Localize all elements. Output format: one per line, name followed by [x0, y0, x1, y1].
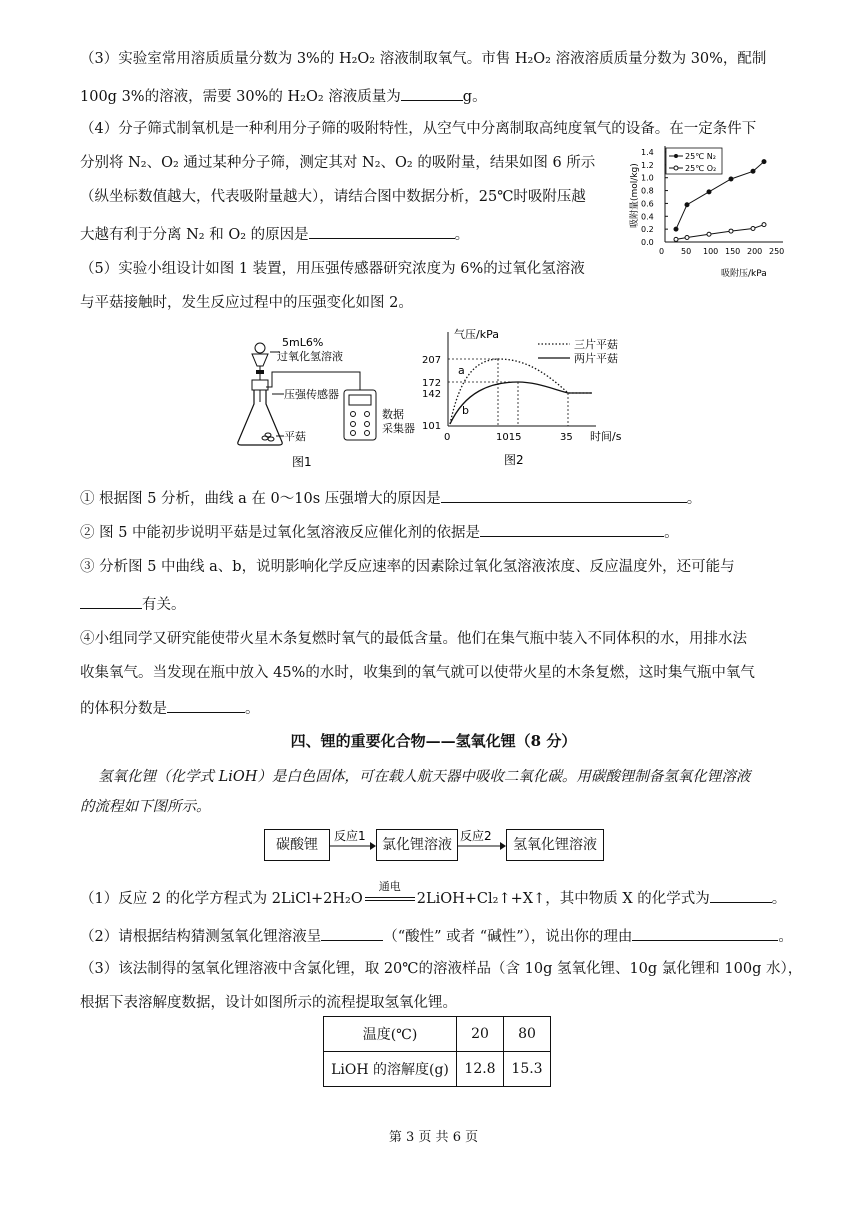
- fig6-x-ticks: [659, 247, 784, 256]
- curve-a-three-slices: [450, 359, 592, 424]
- fig6-ytick-label: 0.0: [641, 238, 654, 247]
- fig1-collector-label-2: 采集器: [382, 422, 415, 435]
- answer-blank: [80, 592, 142, 609]
- fig1-solution-label-2: 过氧化氢溶液: [277, 350, 343, 363]
- sub4-end: 。: [245, 701, 260, 717]
- fig6-x-title: 吸附压/kPa: [721, 269, 767, 279]
- s4q2: [80, 924, 793, 948]
- pressure-chart: [420, 322, 640, 472]
- fig6-ytick-label: 0.6: [641, 199, 654, 209]
- table-cell: 温度(℃): [324, 1017, 457, 1052]
- s4q2-end: 。: [778, 929, 793, 945]
- fig6-legend-o2: 25℃ O₂: [685, 164, 717, 173]
- fig6-data-point: [707, 232, 711, 236]
- table-cell: 20: [457, 1017, 504, 1052]
- fig1-collector-label-1: 数据: [382, 408, 404, 421]
- s4q1-text-b: 2LiOH+Cl₂↑+X↑，其中物质 X 的化学式为: [416, 891, 710, 907]
- s4q1-text-a: （1）反应 2 的化学方程式为 2LiCl+2H₂O: [80, 891, 363, 907]
- fig6-xtick-label: 250: [769, 247, 785, 256]
- answer-blank: [480, 520, 664, 537]
- fig6-ytick-label: 0.4: [641, 212, 654, 222]
- fig2-ytick-142: 142: [422, 389, 442, 400]
- fig6-data-point: [751, 169, 755, 173]
- fig6-y-ticks: [641, 148, 668, 247]
- fig2-legend-two: 两片平菇: [574, 352, 618, 365]
- fig2-y-title: 气压/kPa: [454, 328, 499, 341]
- table-cell: 80: [504, 1017, 551, 1052]
- sub4-line1: ④小组同学又研究能使带火星木条复燃时氧气的最低含量。他们在集气瓶中装入不同体积的水，用排水法: [80, 631, 747, 647]
- q4-line4-end: 。: [454, 227, 470, 243]
- fig6-xtick-label: 200: [747, 247, 763, 256]
- fig2-ytick-101: 101: [422, 421, 442, 432]
- flow-arrow-label-1: 反应1: [334, 829, 366, 843]
- section-heading: 四、锂的重要化合物——氢氧化锂（8 分）: [290, 732, 577, 750]
- apparatus-figure: [232, 332, 432, 472]
- fig6-legend-n2-marker: [674, 154, 678, 158]
- flow-box-lithium-carbonate: 碳酸锂: [264, 829, 330, 861]
- sub4-text: 的体积分数是: [80, 701, 167, 717]
- adsorption-chart: [625, 140, 790, 280]
- fig6-data-point: [674, 227, 678, 231]
- answer-blank: [710, 886, 772, 903]
- flow-arrowhead-1: [370, 842, 376, 850]
- fig6-data-point: [685, 203, 689, 207]
- q4-line4-text: 大越有利于分离 N₂ 和 O₂ 的原因是: [80, 227, 309, 243]
- fig6-y-title: 吸附量(mol/kg): [630, 163, 640, 228]
- fig6-ytick-label: 0.2: [641, 225, 654, 235]
- sub3-line2: [80, 592, 186, 616]
- sub2-text: ② 图 5 中能初步说明平菇是过氧化氢溶液反应催化剂的依据是: [80, 525, 481, 541]
- table-cell: 12.8: [457, 1052, 504, 1087]
- fig2-xtick-1015: 1015: [496, 432, 522, 443]
- s4q3-line1: （3）该法制得的氢氧化锂溶液中含氯化锂，取 20℃的溶液样品（含 10g 氢氧化锂、10g 氯化锂和 100g 水），: [80, 961, 803, 977]
- electrolysis-condition: [363, 880, 417, 910]
- q4-line1: （4）分子筛式制氧机是一种利用分子筛的吸附特性，从空气中分离制取高纯度氧气的设备。在一定条件下: [80, 121, 757, 137]
- sub4-line2: 收集氧气。当发现在瓶中放入 45%的水时，收集到的氧气就可以使带火星的木条复燃，这时集气瓶中氧气: [80, 665, 755, 681]
- s4q2-text-b: （“酸性” 或者 “碱性”），说出你的理由: [383, 929, 633, 945]
- sub3-line1: ③ 分析图 5 中曲线 a、b，说明影响化学反应速率的因素除过氧化氢溶液浓度、反应温度外，还可能与: [80, 559, 735, 575]
- condition-label: 通电: [378, 880, 401, 893]
- q4-line2: 分别将 N₂、O₂ 通过某种分子筛，测定其对 N₂、O₂ 的吸附量，结果如图 6 所示: [80, 155, 596, 171]
- section-intro-1: 氢氧化锂（化学式 LiOH）是白色固体，可在载人航天器中吸收二氧化碳。用碳酸锂制备氢氧化锂溶液: [98, 769, 751, 785]
- q5-line2: 与平菇接触时，发生反应过程中的压强变化如图 2。: [80, 295, 413, 311]
- fig6-ytick-label: 1.0: [641, 173, 654, 183]
- fig1-solution-label-1: 5mL6%: [282, 336, 324, 349]
- q3-line2: [80, 84, 487, 108]
- fig2-label-b: b: [462, 404, 469, 417]
- s4q1: [80, 880, 787, 910]
- fig6-data-point: [674, 237, 678, 241]
- sub1-end: 。: [686, 491, 702, 507]
- s4q1-end: 。: [771, 891, 787, 907]
- fig2-caption: 图2: [504, 453, 524, 467]
- fig6-legend-o2-marker: [674, 166, 678, 170]
- fig6-data-point: [707, 190, 711, 194]
- s4q2-text-a: （2）请根据结构猜测氢氧化锂溶液呈: [80, 929, 322, 945]
- q4-line3: （纵坐标数值越大，代表吸附量越大），请结合图中数据分析，25℃时吸附压越: [80, 189, 586, 205]
- fig6-ytick-label: 0.8: [641, 186, 654, 196]
- sub3-end: 有关。: [142, 597, 186, 613]
- table-cell: 15.3: [504, 1052, 551, 1087]
- fig6-ytick-label: 1.2: [641, 160, 654, 170]
- section-intro-2: 的流程如下图所示。: [80, 799, 211, 815]
- fig6-data-point: [685, 236, 689, 240]
- answer-blank: [309, 222, 455, 239]
- fig2-ytick-207: 207: [422, 355, 442, 366]
- fig2-legend-three: 三片平菇: [574, 338, 618, 351]
- answer-blank: [167, 696, 245, 713]
- fig6-xtick-label: 0: [659, 247, 665, 256]
- conical-flask: [238, 380, 282, 445]
- answer-blank: [321, 924, 383, 941]
- answer-blank: [401, 84, 463, 101]
- sub2-end: 。: [664, 525, 679, 541]
- answer-blank: [441, 486, 687, 503]
- fig6-xtick-label: 50: [681, 247, 692, 256]
- q3-line1: （3）实验室常用溶质质量分数为 3%的 H₂O₂ 溶液制取氧气。市售 H₂O₂ 溶液溶质质量分数为 30%，配制: [80, 51, 767, 67]
- q3-line2-text: 100g 3%的溶液，需要 30%的 H₂O₂ 溶液质量为: [80, 89, 401, 105]
- fig6-xtick-label: 150: [725, 247, 741, 256]
- fig6-data-point: [762, 160, 766, 164]
- fig1-sensor-label: 压强传感器: [284, 388, 339, 401]
- fig2-label-a: a: [458, 364, 465, 377]
- flow-arrows: [328, 826, 508, 866]
- table-cell: LiOH 的溶解度(g): [324, 1052, 457, 1087]
- curve-b-two-slices: [450, 382, 592, 424]
- fig6-data-point: [751, 227, 755, 231]
- fig6-data-point: [762, 223, 766, 227]
- s4q3-line2: 根据下表溶解度数据，设计如图所示的流程提取氢氧化锂。: [80, 995, 457, 1011]
- solubility-table: [323, 1016, 551, 1087]
- page-footer: 第 3 页 共 6 页: [388, 1130, 479, 1145]
- fig6-data-point: [729, 229, 733, 233]
- table-row: [324, 1017, 551, 1052]
- fig2-xtick-35: 35: [560, 432, 573, 443]
- q3-line2-unit: g。: [462, 89, 487, 105]
- flow-arrow-label-2: 反应2: [460, 829, 492, 843]
- fig1-caption: 图1: [292, 455, 312, 469]
- q5-line1: （5）实验小组设计如图 1 装置，用压强传感器研究浓度为 6%的过氧化氢溶液: [80, 261, 585, 277]
- fig2-x-title: 时间/s: [590, 430, 622, 443]
- flow-arrowhead-2: [500, 842, 506, 850]
- sub1-text: ① 根据图 5 分析，曲线 a 在 0～10s 压强增大的原因是: [80, 491, 441, 507]
- flow-box-lithium-hydroxide: 氢氧化锂溶液: [506, 829, 604, 861]
- sub2: [80, 520, 679, 544]
- fig1-mushroom-label: 平菇: [284, 430, 306, 443]
- fig2-xtick-0: 0: [444, 432, 451, 443]
- fig6-xtick-label: 100: [703, 247, 719, 256]
- fig2-ytick-172: 172: [422, 378, 442, 389]
- fig6-data-point: [729, 177, 733, 181]
- fig6-ytick-label: 1.4: [641, 148, 654, 157]
- fig6-legend-n2: 25℃ N₂: [685, 152, 716, 161]
- sub4-line3: [80, 696, 260, 720]
- table-row: [324, 1052, 551, 1087]
- q4-line4: [80, 222, 469, 246]
- data-collector: [344, 390, 376, 440]
- flow-box-lithium-chloride: 氯化锂溶液: [376, 829, 458, 861]
- sub1: [80, 486, 701, 510]
- answer-blank: [632, 924, 778, 941]
